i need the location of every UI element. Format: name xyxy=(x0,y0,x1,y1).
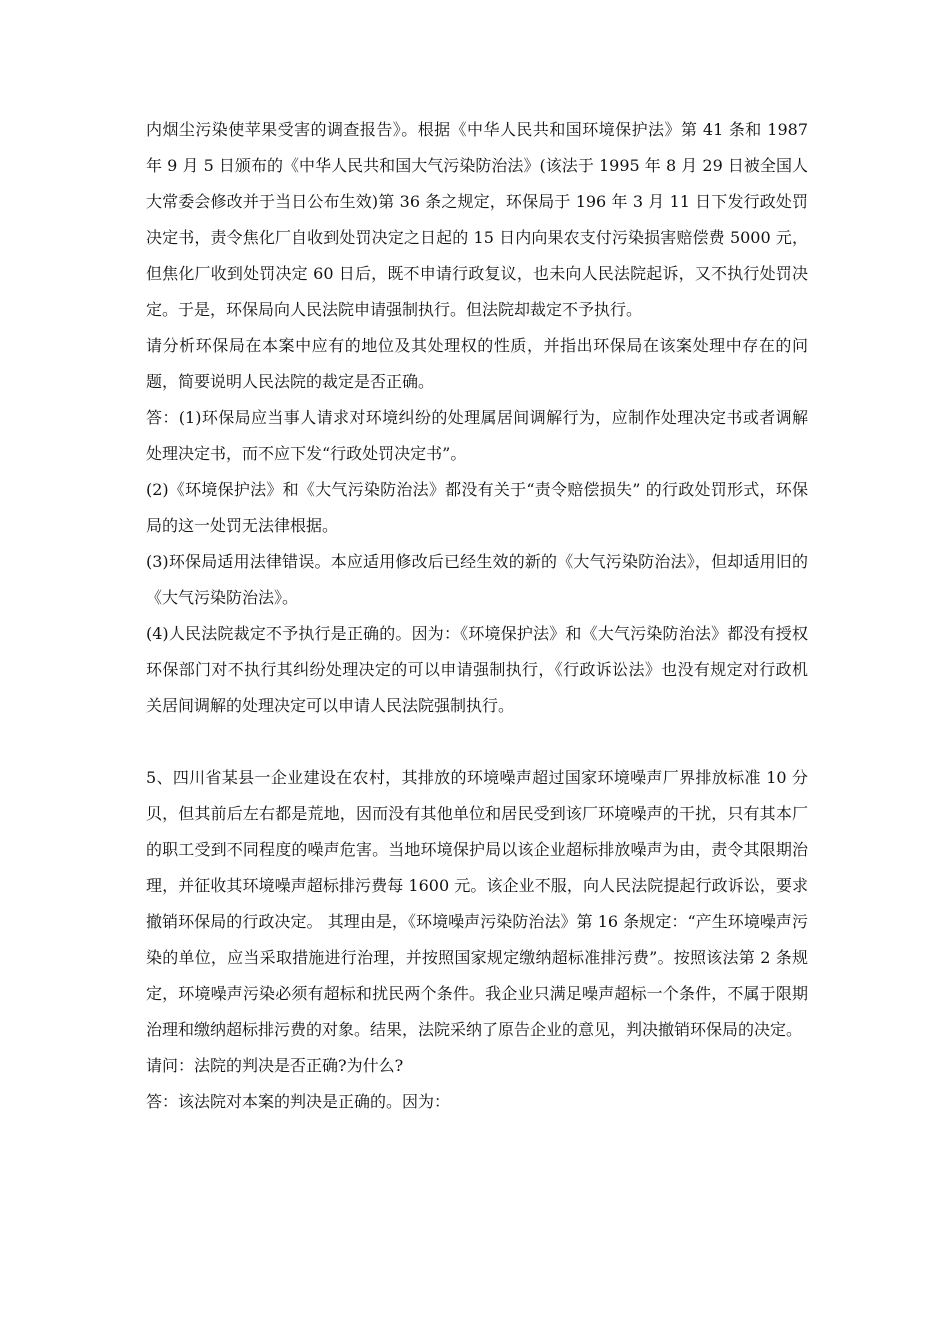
question-paragraph: 请分析环保局在本案中应有的地位及其处理权的性质，并指出环保局在该案处理中存在的问题，简要说明人民法院的裁定是否正确。 xyxy=(146,336,808,391)
document-body xyxy=(146,112,808,1120)
answer-point-3: (3)环保局适用法律错误。本应适用修改后已经生效的新的《大气污染防治法》，但却适用旧的《大气污染防治法》。 xyxy=(146,552,808,607)
case-5-question: 请问：法院的判决是否正确?为什么? xyxy=(146,1056,404,1075)
answer-point-1: 答：(1)环保局应当事人请求对环境纠纷的处理属居间调解行为，应制作处理决定书或者调解处理决定书，而不应下发“行政处罚决定书”。 xyxy=(146,408,808,463)
answer-point-4: (4)人民法院裁定不予执行是正确的。因为：《环境保护法》和《大气污染防治法》都没有授权环保部门对不执行其纠纷处理决定的可以申请强制执行，《行政诉讼法》也没有规定对行政机关居间调解的处理决定可以申请人民法院强制执行。 xyxy=(146,624,808,715)
case-facts-paragraph: 内烟尘污染使苹果受害的调查报告》。根据《中华人民共和国环境保护法》第 41 条和 1987 年 9 月 5 日颁布的《中华人民共和国大气污染防治法》(该法于 1995 年 8 月 29 日被全国人大常委会修改并于当日公布生效)第 36 条之规定，环保局于 196 年 3 月 11 日下发行政处罚决定书，责令焦化厂自收到处罚决定之日起的 15 日内向果农支付污染损害赔偿费 5000 元，但焦化厂收到处罚决定 60 日后，既不申请行政复议，也未向人民法院起诉，又不执行处罚决定。于是，环保局向人民法院申请强制执行。但法院却裁定不予执行。 xyxy=(146,120,808,319)
case-5-paragraph: 5、四川省某县一企业建设在农村，其排放的环境噪声超过国家环境噪声厂界排放标准 10 分贝，但其前后左右都是荒地，因而没有其他单位和居民受到该厂环境噪声的干扰，只有其本厂的职工受到不同程度的噪声危害。当地环境保护局以该企业超标排放噪声为由，责令其限期治理，并征收其环境噪声超标排污费每 1600 元。该企业不服，向人民法院提起行政诉讼，要求撤销环保局的行政决定。 其理由是，《环境噪声污染防治法》第 16 条规定：“产生环境噪声污染的单位，应当采取措施进行治理，并按照国家规定缴纳超标准排污费”。按照该法第 2 条规定，环境噪声污染必须有超标和扰民两个条件。我企业只满足噪声超标一个条件，不属于限期治理和缴纳超标排污费的对象。结果，法院采纳了原告企业的意见，判决撤销环保局的决定。 xyxy=(146,768,808,1039)
case-5-answer: 答：该法院对本案的判决是正确的。因为： xyxy=(146,1092,451,1111)
section-spacer xyxy=(146,724,808,760)
answer-point-2: (2)《环境保护法》和《大气污染防治法》都没有关于“责令赔偿损失” 的行政处罚形式，环保局的这一处罚无法律根据。 xyxy=(146,480,808,535)
